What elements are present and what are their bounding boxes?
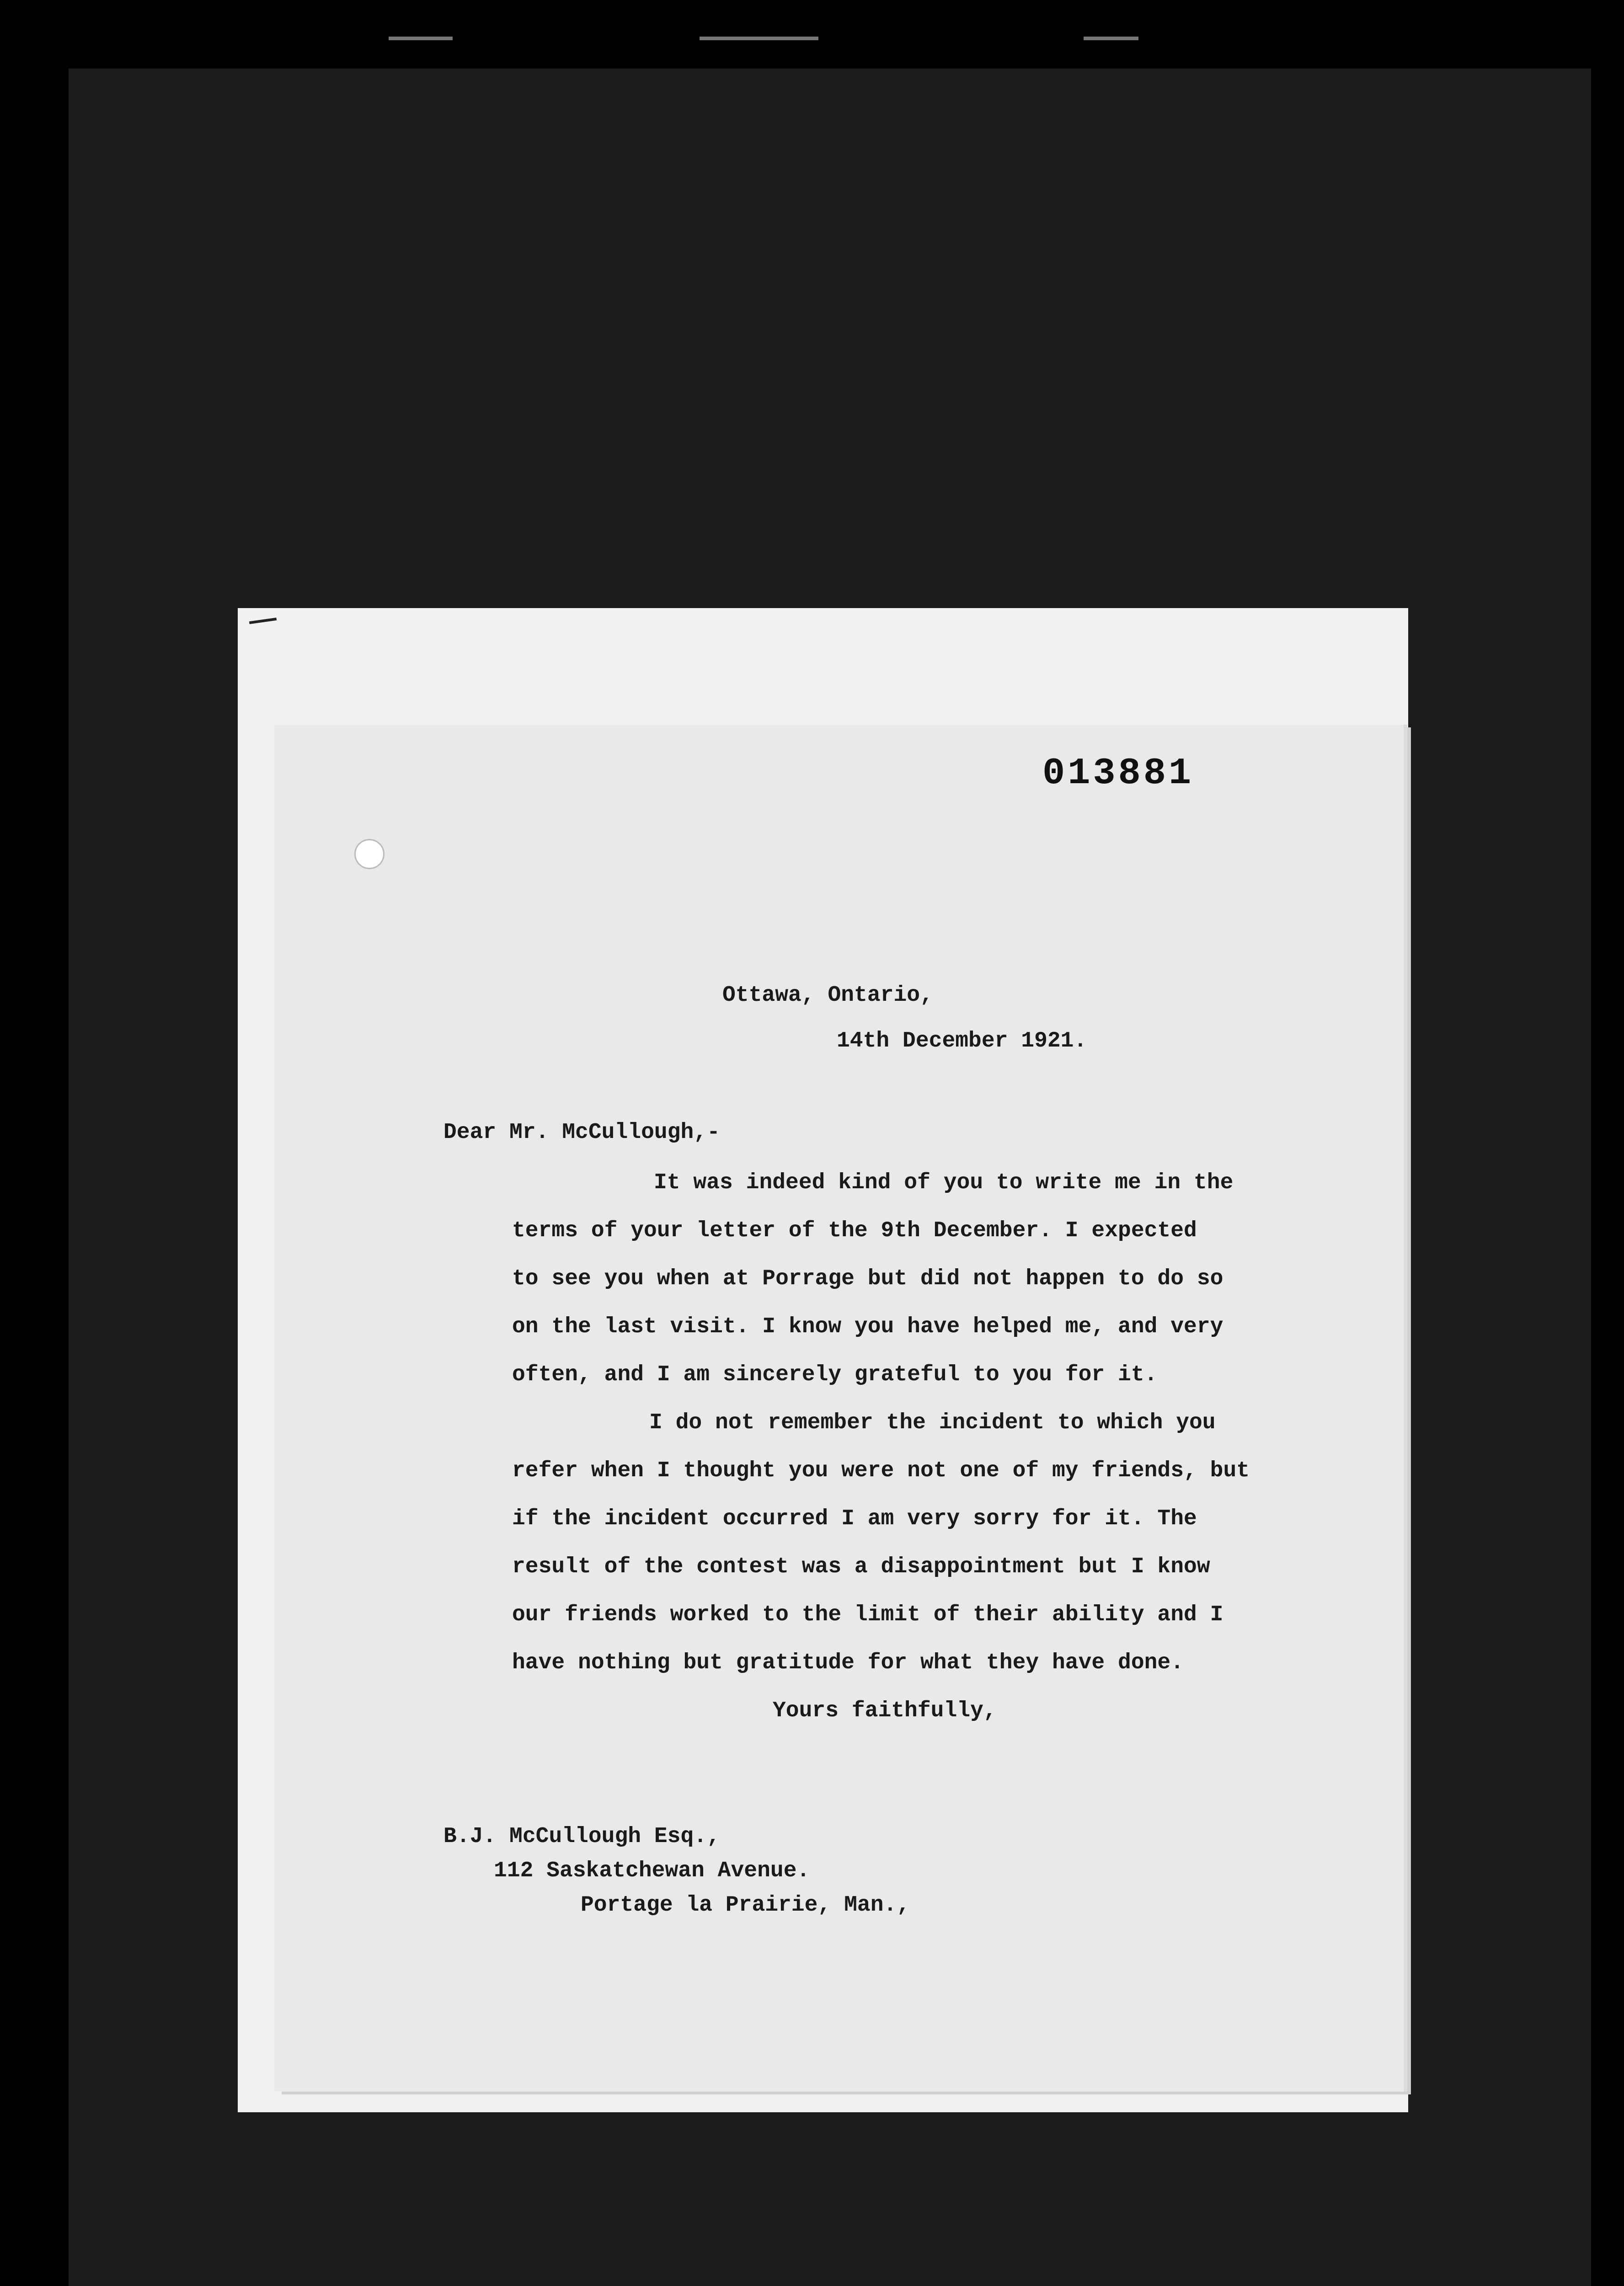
letter-body-line: I do not remember the incident to which you (649, 1410, 1216, 1435)
letter-date: 14th December 1921. (837, 1029, 1087, 1053)
letter-body-line: result of the contest was a disappointment but I know (512, 1554, 1210, 1579)
letter-body-line: on the last visit. I know you have helped me, and very (512, 1314, 1223, 1339)
letter-body-line: to see you when at Porrage but did not happen to do so (512, 1266, 1223, 1291)
letter-body-line: terms of your letter of the 9th December. I expected (512, 1218, 1197, 1243)
address-line: 112 Saskatchewan Avenue. (494, 1859, 810, 1883)
punch-hole (354, 839, 385, 869)
letter-closing: Yours faithfully, (773, 1698, 997, 1723)
film-edge-mark (700, 37, 818, 40)
letter-body-line: often, and I am sincerely grateful to you for it. (512, 1362, 1158, 1387)
letter-place: Ottawa, Ontario, (722, 983, 933, 1008)
film-edge-mark (1084, 37, 1138, 40)
letter-body-line: It was indeed kind of you to write me in the (654, 1170, 1234, 1195)
letter-body-line: refer when I thought you were not one of my friends, but (512, 1458, 1250, 1483)
letter-page (274, 725, 1404, 2092)
letter-body-line: if the incident occurred I am very sorry for it. The (512, 1506, 1197, 1531)
film-edge-mark (389, 37, 453, 40)
letter-salutation: Dear Mr. McCullough,- (443, 1120, 720, 1145)
document-number: 013881 (1042, 752, 1194, 795)
letter-body-line: our friends worked to the limit of their ability and I (512, 1602, 1223, 1627)
address-line: B.J. McCullough Esq., (443, 1824, 720, 1849)
letter-body-line: have nothing but gratitude for what they have done. (512, 1650, 1184, 1675)
address-line: Portage la Prairie, Man., (581, 1893, 910, 1917)
